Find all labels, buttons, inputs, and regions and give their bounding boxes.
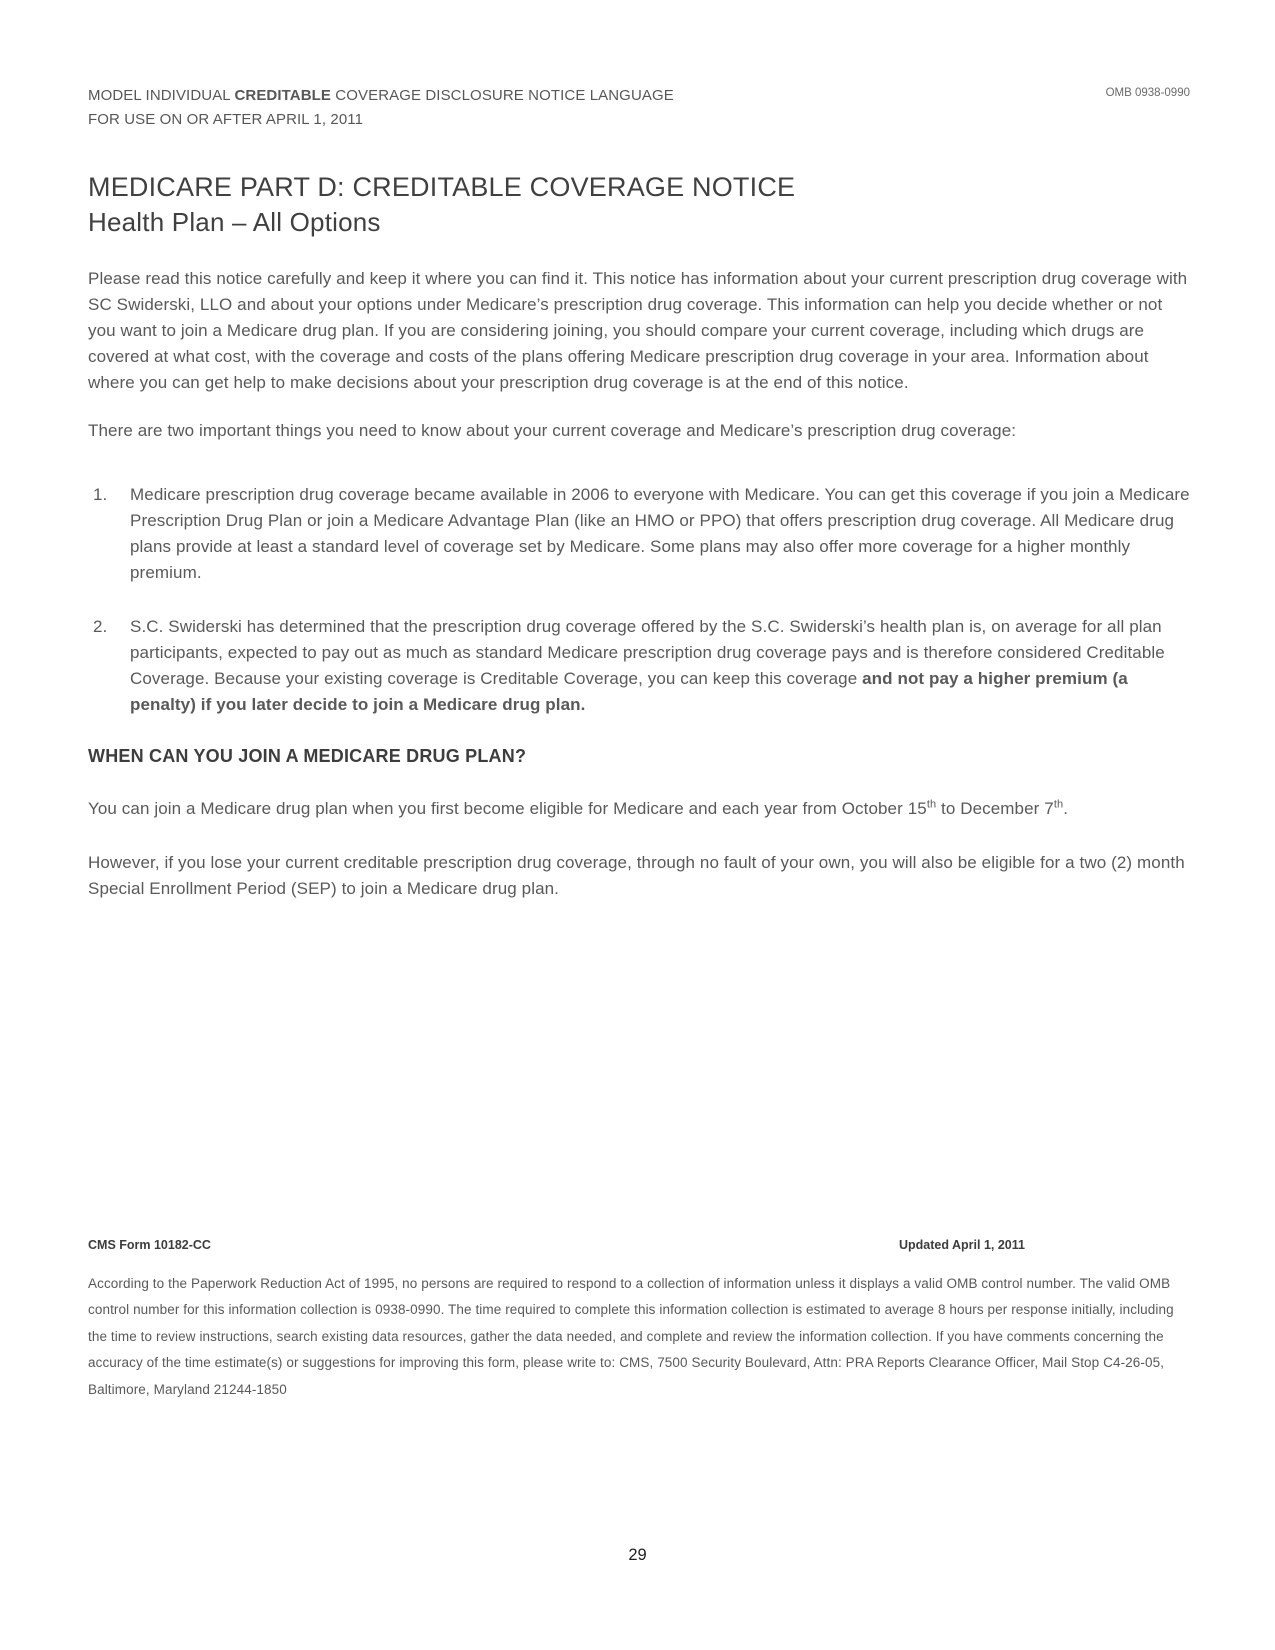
intro-paragraph: Please read this notice carefully and keep it where you can find it. This notice has information about your current prescription drug coverage with SC Swiderski, LLO and about your options under Medicare’s prescription drug coverage. This information can help you decide whether or not you want to join a Medicare drug plan. If you are considering joining, you should compare your current coverage, including which drugs are covered at what cost, with the coverage and costs of the plans offering Medicare prescription drug coverage in your area. Information about where you can get help to make decisions about your prescription drug coverage is at the end of this notice. <box>88 269 1188 392</box>
omb-control-number: OMB 0938-0990 <box>1105 87 1190 99</box>
list-item-1-number: 1. <box>93 485 108 504</box>
join-part3: . <box>1063 799 1069 818</box>
two-things-paragraph: There are two important things you need to know about your current coverage and Medicare’s prescription drug coverage: <box>88 421 1017 440</box>
join-paragraph <box>88 796 1190 822</box>
list-item-2-bold-text: and not pay a higher premium (a penalty) if you later decide to join a Medicare drug plan. <box>130 669 1128 714</box>
document-header <box>88 84 1190 132</box>
page-title: MEDICARE PART D: CREDITABLE COVERAGE NOTICE <box>88 172 796 202</box>
join-part1: You can join a Medicare drug plan when you first become eligible for Medicare and each year from October 15 <box>88 799 927 818</box>
join-superscript-2: th <box>1053 798 1064 811</box>
header-line-1 <box>88 84 674 108</box>
list-item-2 <box>88 614 1190 718</box>
header-line-2: FOR USE ON OR AFTER APRIL 1, 2011 <box>88 111 364 128</box>
however-paragraph: However, if you lose your current creditable prescription drug coverage, through no fault of your own, you will also be eligible for a two (2) month Special Enrollment Period (SEP) to join a Medicare drug plan. <box>88 853 1185 898</box>
header-text-block <box>88 84 674 132</box>
join-part2: to December 7 <box>936 799 1054 818</box>
page-number: 29 <box>628 1546 647 1564</box>
numbered-list <box>88 482 1190 718</box>
page-subtitle: Health Plan – All Options <box>88 207 381 237</box>
section-heading-join-plan: WHEN CAN YOU JOIN A MEDICARE DRUG PLAN? <box>88 746 527 766</box>
list-item-2-number: 2. <box>93 617 108 636</box>
list-item-1-text: Medicare prescription drug coverage became available in 2006 to everyone with Medicare. You can get this coverage if you join a Medicare Prescription Drug Plan or join a Medicare Advantage Plan (like an HMO or PPO) that offers prescription drug coverage. All Medicare drug plans provide at least a standard level of coverage set by Medicare. Some plans may also offer more coverage for a higher monthly premium. <box>130 485 1190 582</box>
list-item-1 <box>88 482 1190 586</box>
join-superscript-1: th <box>926 798 937 811</box>
list-item-2-regular-text: S.C. Swiderski has determined that the prescription drug coverage offered by the S.C. Swiderski’s health plan is, on average for all plan participants, expected to pay out as much as standard Medicare prescription drug coverage pays and is therefore considered Creditable Coverage. Because your existing coverage is Creditable Coverage, you can keep this coverage <box>130 617 1165 688</box>
header-line1-pre: MODEL INDIVIDUAL <box>88 87 235 104</box>
header-line1-bold: CREDITABLE <box>234 87 332 104</box>
paperwork-reduction-act-paragraph: According to the Paperwork Reduction Act of 1995, no persons are required to respond to a collection of information unless it displays a valid OMB control number. The valid OMB control number for this information collection is 0938-0990. The time required to complete this information collection is estimated to average 8 hours per response initially, including the time to review instructions, search existing data resources, gather the data needed, and complete and review the information collection. If you have comments concerning the accuracy of the time estimate(s) or suggestions for improving this form, please write to: CMS, 7500 Security Boulevard, Attn: PRA Reports Clearance Officer, Mail Stop C4-26-05, Baltimore, Maryland 21244-1850 <box>88 1276 1174 1397</box>
cms-form-number: CMS Form 10182-CC <box>88 1238 211 1252</box>
form-updated-date: Updated April 1, 2011 <box>899 1238 1025 1252</box>
list-item-2-text <box>130 614 1190 718</box>
header-line1-post: COVERAGE DISCLOSURE NOTICE LANGUAGE <box>331 87 674 104</box>
